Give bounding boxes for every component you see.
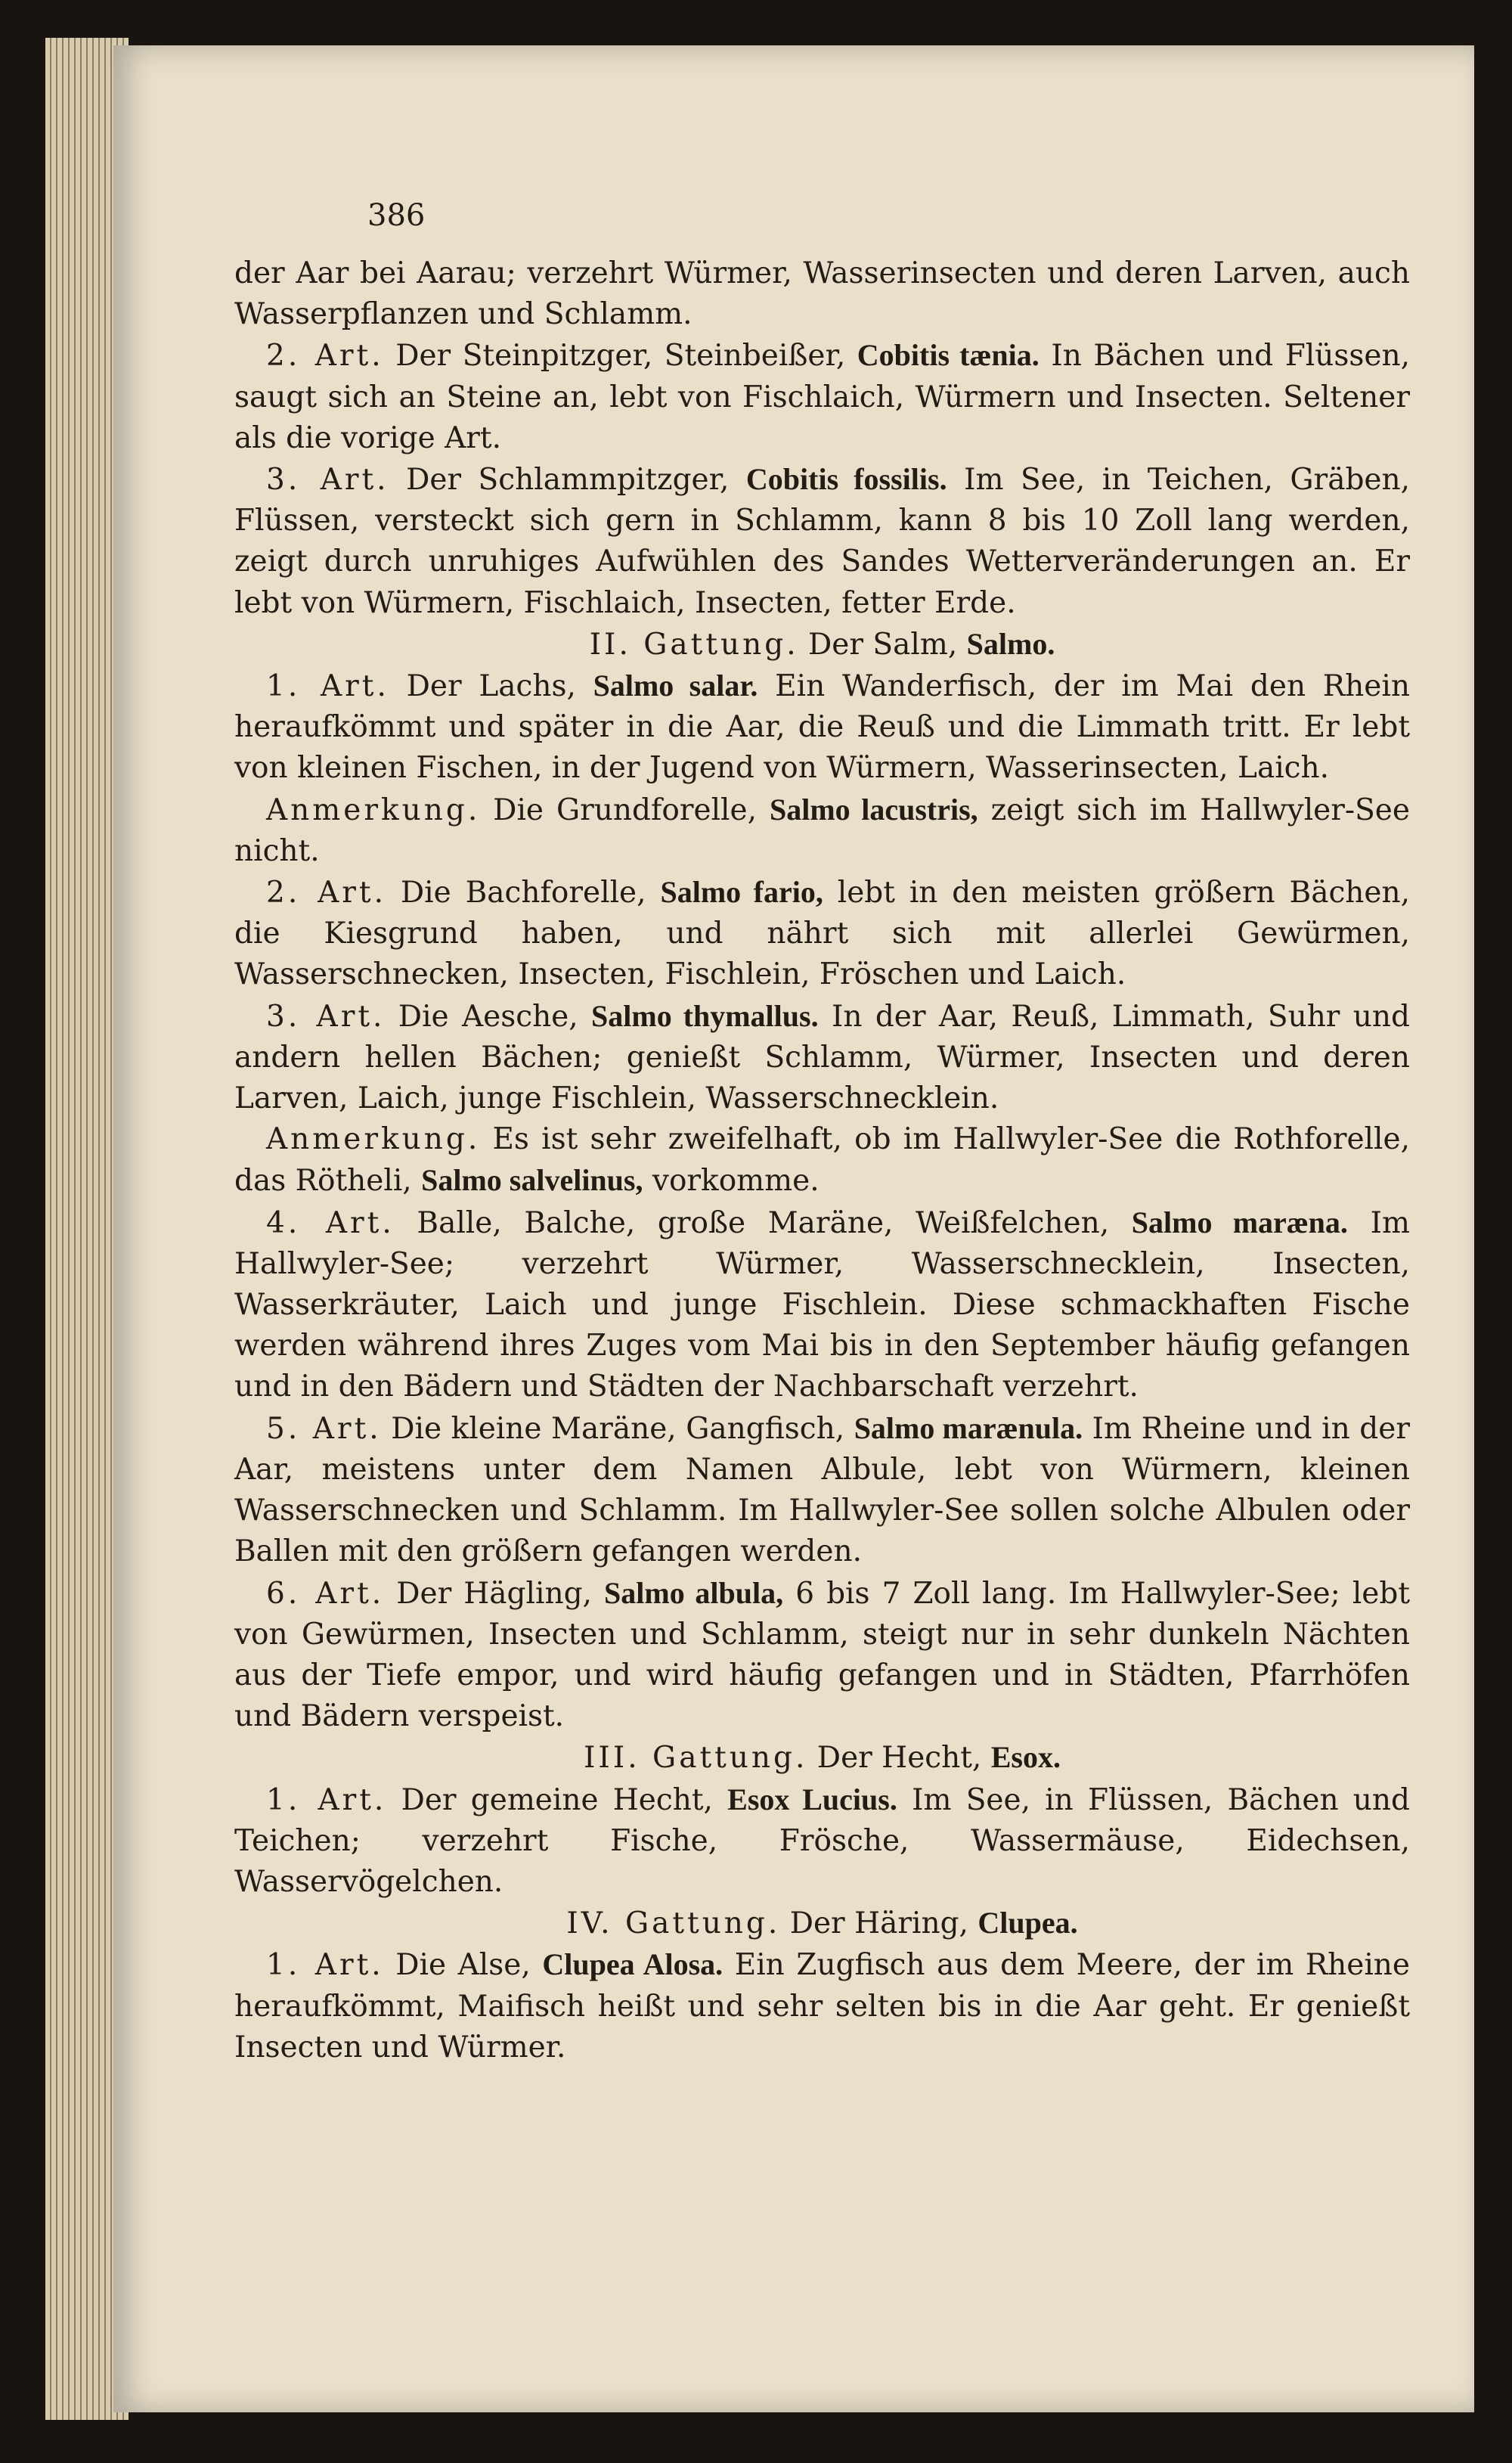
page-number: 386 <box>367 198 426 233</box>
paragraph-text: In Bächen und Flüssen, saugt sich an Steine an, lebt von Fischlaich, Würmern und Insecten. Seltener als die vorige Art. <box>234 339 1411 455</box>
section-heading <box>234 1903 1410 1944</box>
paragraph <box>234 335 1410 459</box>
paragraph-text: vorkomme. <box>652 1164 820 1199</box>
genus-label: III. Gattung. <box>584 1741 808 1776</box>
scientific-name: Salmo marænula. <box>854 1410 1083 1445</box>
scientific-name: Salmo lacustris, <box>769 792 978 827</box>
paragraph <box>234 665 1410 789</box>
paragraph-text: Im Hallwyler-See; verzehrt Würmer, Wasserschnecklein, Insecten, Wasserkräuter, Laich und junge Fischlein. Diese schmackhaften Fische werden während ihres Zuges vom Mai bis in den September häufig gefangen und in den Bädern und Städten der Nachbarschaft verzehrt. <box>234 1205 1410 1404</box>
genus-name: Der Hecht, <box>816 1741 982 1776</box>
genus-label: IV. Gattung. <box>566 1906 781 1941</box>
section-heading <box>234 1737 1410 1779</box>
scientific-name: Salmo salar. <box>593 668 758 703</box>
paragraph-text: Im Rheine und in der Aar, meistens unter dem Namen Albule, lebt von Würmern, kleinen Wasserschnecken und Schlamm. Im Hallwyler-See sollen solche Albulen oder Ballen mit den größern gefangen werden. <box>234 1411 1410 1569</box>
entry-label: 6. Art. <box>266 1576 385 1611</box>
entry-label: 3. Art. <box>266 463 389 498</box>
paragraph <box>234 459 1410 624</box>
section-heading <box>234 624 1410 665</box>
entry-label: 5. Art. <box>266 1411 382 1446</box>
common-name: Balle, Balche, große Maräne, Weißfelchen, <box>417 1205 1110 1240</box>
scientific-name: Salmo. <box>966 626 1055 661</box>
common-name: Der gemeine Hecht, <box>401 1782 713 1817</box>
entry-label: 2. Art. <box>266 339 384 374</box>
paragraph <box>234 1119 1410 1202</box>
paragraph-text: Im See, in Teichen, Gräben, Flüssen, versteckt sich gern in Schlamm, kann 8 bis 10 Zoll lang werden, zeigt durch unruhiges Aufwühlen des Sandes Wetterveränderungen an. Er lebt von Würmern, Fischlaich, Insecten, fetter Erde. <box>234 463 1411 620</box>
common-name: Die Bachforelle, <box>400 876 646 910</box>
paragraph-text: Im See, in Flüssen, Bächen und Teichen; verzehrt Fische, Frösche, Wassermäuse, Eidechsen, Wasservögelchen. <box>234 1782 1411 1899</box>
common-name: Der Steinpitzger, Steinbeißer, <box>395 339 846 374</box>
common-name: Der Schlammpitzger, <box>406 463 730 498</box>
scientific-name: Salmo salvelinus, <box>421 1163 643 1198</box>
paragraph-text: lebt in den meisten größern Bächen, die Kiesgrund haben, und nährt sich mit allerlei Gewürmen, Wasserschnecken, Insecten, Fischlein, Fröschen und Laich. <box>234 876 1411 992</box>
common-name: Die Alse, <box>395 1948 531 1983</box>
entry-label: 1. Art. <box>266 669 389 704</box>
scientific-name: Clupea. <box>978 1906 1078 1940</box>
common-name: Es ist sehr zweifelhaft, ob im Hallwyler-See die Rothforelle, das Rötheli, <box>234 1122 1410 1199</box>
paragraph <box>234 789 1410 872</box>
entry-label: 2. Art. <box>266 876 386 910</box>
paragraph-text: In der Aar, Reuß, Limmath, Suhr und andern hellen Bächen; genießt Schlamm, Würmer, Insecten und deren Larven, Laich, junge Fischlein, Wasserschnecklein. <box>234 999 1411 1116</box>
scientific-name: Cobitis tænia. <box>857 338 1040 373</box>
common-name: Die Aesche, <box>398 999 578 1034</box>
entry-label: 4. Art. <box>266 1205 395 1240</box>
genus-name: Der Salm, <box>808 627 958 662</box>
note-label: Anmerkung. <box>266 793 481 827</box>
entry-label: 3. Art. <box>266 999 386 1034</box>
text-body <box>234 253 1410 2068</box>
paragraph-text: der Aar bei Aarau; verzehrt Würmer, Wasserinsecten und deren Larven, auch Wasserpflanzen und Schlamm. <box>234 256 1410 332</box>
paragraph <box>234 872 1410 996</box>
scientific-name: Salmo maræna. <box>1131 1205 1348 1239</box>
common-name: Der Lachs, <box>406 669 576 704</box>
paragraph <box>234 996 1410 1120</box>
entry-label: 1. Art. <box>266 1948 384 1983</box>
paragraph <box>234 1944 1410 2068</box>
genus-name: Der Häring, <box>789 1906 968 1941</box>
scientific-name: Salmo thymallus. <box>591 998 819 1033</box>
paragraph <box>234 1573 1410 1738</box>
paragraph <box>234 253 1410 335</box>
common-name: Der Hägling, <box>396 1576 592 1611</box>
paragraph-text: Ein Zugfisch aus dem Meere, der im Rheine heraufkömmt, Maifisch heißt und sehr selten bis in die Aar geht. Er genießt Insecten und Würmer. <box>234 1948 1410 2064</box>
paragraph <box>234 1202 1410 1408</box>
scientific-name: Clupea Alosa. <box>542 1947 723 1982</box>
paragraph-text: Ein Wanderfisch, der im Mai den Rhein heraufkömmt und später in die Aar, die Reuß und die Limmath tritt. Er lebt von kleinen Fischen, in der Jugend von Würmern, Wasserinsecten, Laich. <box>234 669 1410 786</box>
paragraph <box>234 1779 1410 1903</box>
scientific-name: Esox. <box>990 1740 1061 1775</box>
scientific-name: Esox Lucius. <box>727 1782 897 1816</box>
genus-label: II. Gattung. <box>589 627 799 662</box>
paragraph <box>234 1408 1410 1573</box>
common-name: Die Grundforelle, <box>493 793 758 827</box>
entry-label: 1. Art. <box>266 1782 387 1817</box>
paragraph-text: zeigt sich im Hallwyler-See nicht. <box>234 793 1410 868</box>
scientific-name: Salmo albula, <box>604 1575 784 1610</box>
common-name: Die kleine Maräne, Gangfisch, <box>391 1411 845 1446</box>
paragraph-text: 6 bis 7 Zoll lang. Im Hallwyler-See; lebt von Gewürmen, Insecten und Schlamm, steigt nur in sehr dunkeln Nächten aus der Tiefe empor, und wird häufig gefangen und in Städten, Pfarrhöfen und Bädern verspeist. <box>234 1576 1411 1734</box>
scientific-name: Cobitis fossilis. <box>745 462 947 497</box>
scientific-name: Salmo fario, <box>660 875 823 910</box>
note-label: Anmerkung. <box>266 1122 481 1157</box>
